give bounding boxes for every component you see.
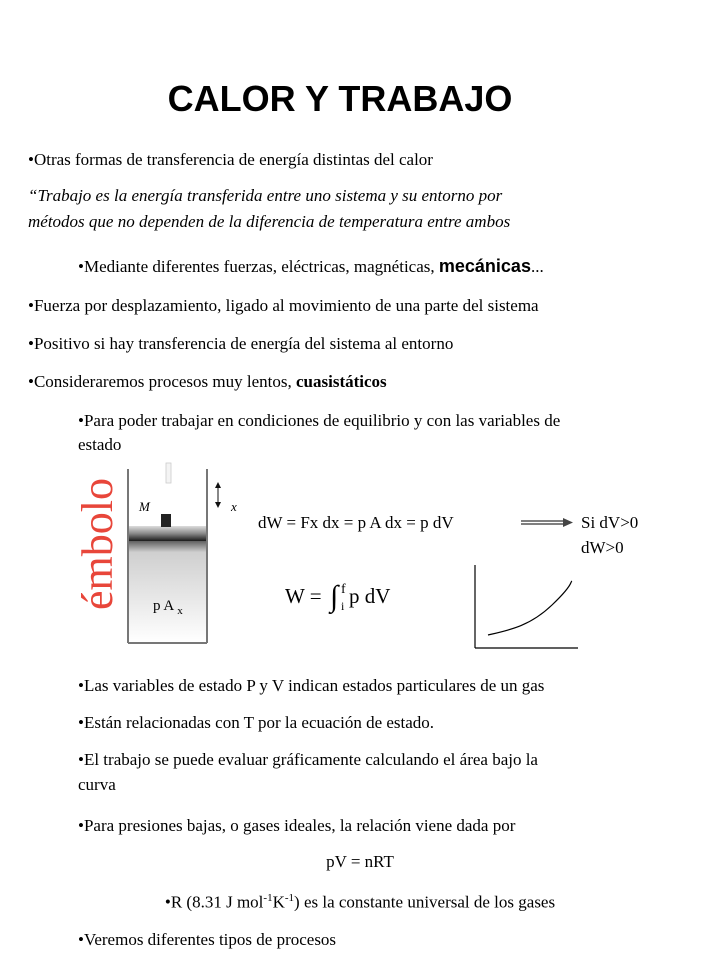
bullet-quasistatic-text: •Consideraremos procesos muy lentos, (28, 372, 296, 391)
bullet-forces-text: •Mediante diferentes fuerzas, eléctricas, magnéticas, (78, 257, 439, 276)
integral-upper-limit: f (341, 582, 346, 597)
bullet-equilibrium-line-1: •Para poder trabajar en condiciones de equilibrio y con las variables de (78, 411, 561, 430)
condition-line-2: dW>0 (581, 538, 624, 557)
mass-label: M (139, 499, 150, 514)
work-equation: dW = Fx dx = p A dx = p dV (258, 513, 454, 532)
piston-rod (166, 463, 171, 483)
bullet-low-pressure: •Para presiones bajas, o gases ideales, la relación viene dada por (78, 816, 516, 835)
pressure-label (153, 598, 183, 617)
mass-block (161, 514, 171, 527)
integral-body: p dV (349, 584, 391, 608)
integral-lower-limit: i (341, 599, 345, 613)
integral-sign: ∫ (330, 580, 339, 613)
bullet-forces-ellipsis: ... (530, 257, 544, 276)
pv-curve (488, 581, 572, 635)
gas-constant-pre: •R (8.31 J mol (164, 892, 264, 912)
integral-lhs: W = (285, 584, 322, 608)
gas-constant-post: ) es la constante universal de los gases (294, 892, 556, 912)
bullet-positive: •Positivo si hay transferencia de energía del sistema al entorno (28, 334, 454, 353)
bullet-state-equation: •Están relacionadas con T por la ecuación de estado. (78, 713, 435, 732)
bullet-displacement: •Fuerza por desplazamiento, ligado al movimiento de una parte del sistema (28, 296, 539, 315)
displacement-label: x (231, 499, 237, 514)
pressure-label-sub: x (177, 605, 183, 617)
quote-line-2: métodos que no dependen de la diferencia de temperatura entre ambos (28, 212, 511, 231)
bullet-graphical-line-2: curva (78, 775, 116, 794)
bullet-graphical-line-1: •El trabajo se puede evaluar gráficamente calculando el área bajo la (78, 750, 538, 769)
bullet-quasistatic (28, 371, 387, 393)
bullet-forces-bold: mecánicas (438, 256, 531, 276)
gas-constant-K: K (272, 892, 285, 912)
bullet-other-forms: •Otras formas de transferencia de energía distintas del calor (28, 150, 433, 169)
bullet-forces (78, 255, 544, 278)
embolo-label: émbolo (73, 478, 122, 610)
bullet-state-variables: •Las variables de estado P y V indican estados particulares de un gas (78, 676, 545, 695)
gas-constant-sup-2: -1 (284, 892, 295, 904)
quote-line-1: “Trabajo es la energía transferida entre uno sistema y su entorno por (28, 186, 503, 205)
bullet-quasistatic-bold: cuasistáticos (296, 372, 387, 391)
ideal-gas-equation: pV = nRT (326, 852, 394, 871)
pv-curve-graph (470, 560, 580, 655)
gas-region (129, 540, 206, 642)
implies-arrow (519, 517, 574, 529)
pressure-label-text: p A (153, 598, 174, 614)
piston-head (129, 526, 206, 541)
condition-line-1: Si dV>0 (581, 513, 639, 532)
gas-constant-sup-1: -1 (263, 892, 273, 904)
bullet-process-types: •Veremos diferentes tipos de procesos (78, 930, 337, 949)
page-title: CALOR Y TRABAJO (167, 78, 513, 119)
bullet-gas-constant (0, 887, 720, 914)
bullet-equilibrium-line-2: estado (78, 435, 122, 454)
